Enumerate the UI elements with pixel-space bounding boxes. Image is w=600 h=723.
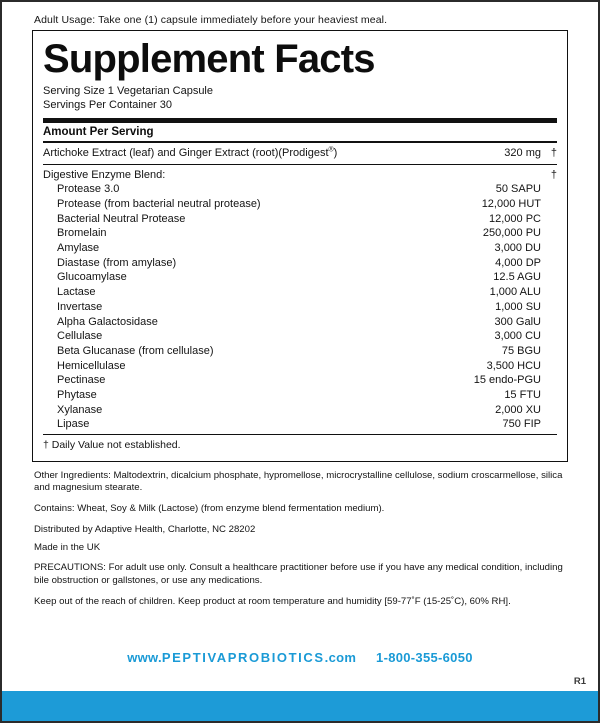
enzyme-amount: 3,500 HCU [486,359,541,372]
nutrient-dagger: † [550,147,557,159]
nutrient-row-main [43,143,557,164]
enzyme-row [43,212,557,227]
enzyme-row [43,226,557,241]
enzyme-name: Glucoamylase [57,271,127,284]
enzyme-row [43,256,557,271]
phone-number[interactable]: 1-800-355-6050 [376,650,473,665]
enzyme-list [43,182,557,433]
enzyme-name: Lactase [57,286,96,299]
bottom-blue-band [2,691,598,721]
enzyme-name: Beta Glucanase (from cellulase) [57,344,214,357]
website-brand[interactable]: PEPTIVAPROBIOTICS [161,650,325,665]
nutrient-name: Artichoke Extract (leaf) and Ginger Extract (root)(Prodigest®) [43,146,338,159]
enzyme-row [43,417,557,432]
enzyme-name: Protease 3.0 [57,183,120,196]
enzyme-name: Phytase [57,388,97,401]
keep-out-of-reach: Keep out of the reach of children. Keep product at room temperature and humidity [59-77˚F (15-25˚C), 60% RH]. [34,595,511,607]
enzyme-row [43,314,557,329]
enzyme-name: Bacterial Neutral Protease [57,212,186,225]
enzyme-row [43,197,557,212]
enzyme-name: Diastase (from amylase) [57,256,177,269]
enzyme-row [43,285,557,300]
enzyme-amount: 12.5 AGU [493,271,541,284]
supplement-facts-panel [32,30,568,462]
enzyme-amount: 250,000 PU [482,227,541,240]
enzyme-row [43,344,557,359]
enzyme-amount: 4,000 DP [495,256,541,269]
enzyme-name: Xylanase [57,403,103,416]
enzyme-name: Lipase [57,418,90,431]
serving-size: Serving Size 1 Vegetarian Capsule [43,85,213,98]
enzyme-row [43,402,557,417]
enzyme-name: Alpha Galactosidase [57,315,158,328]
enzyme-amount: 12,000 PC [489,212,541,225]
daily-value-footnote: † Daily Value not established. [43,438,181,451]
panel-title: Supplement Facts [43,37,375,81]
enzyme-amount: 75 BGU [501,344,541,357]
other-ingredients: Other Ingredients: Maltodextrin, dicalcium phosphate, hypromellose, microcrystalline cellulose, sodium croscarmellose, silica and magnesium stearate. [34,469,563,494]
nutrient-amount: 320 mg [504,147,541,159]
website-prefix: www. [127,650,162,665]
enzyme-amount: 3,000 CU [494,330,541,343]
enzyme-amount: 1,000 SU [495,300,541,313]
enzyme-amount: 3,000 DU [494,242,541,255]
enzyme-name: Invertase [57,300,103,313]
enzyme-name: Hemicellulase [57,359,126,372]
enzyme-row [43,373,557,388]
enzyme-row [43,241,557,256]
distributed-by: Distributed by Adaptive Health, Charlotte, NC 28202 [34,523,256,535]
enzyme-amount: 2,000 XU [495,403,541,416]
enzyme-row [43,182,557,197]
website-suffix: .com [324,650,357,665]
enzyme-row [43,329,557,344]
contains-allergens: Contains: Wheat, Soy & Milk (Lactose) (from enzyme blend fermentation medium). [34,503,385,515]
enzyme-amount: 15 endo-PGU [473,374,541,387]
enzyme-row [43,300,557,315]
enzyme-name: Bromelain [57,227,107,240]
servings-per-container: Servings Per Container 30 [43,98,173,111]
nutrient-row-blend [43,165,557,182]
enzyme-amount: 15 FTU [504,388,541,401]
enzyme-amount: 750 FIP [502,418,541,431]
enzyme-row [43,358,557,373]
enzyme-name: Pectinase [57,374,106,387]
enzyme-row [43,270,557,285]
amount-per-serving-heading: Amount Per Serving [43,126,154,138]
adult-usage-text: Adult Usage: Take one (1) capsule immediately before your heaviest meal. [34,14,388,26]
enzyme-amount: 12,000 HUT [481,198,541,211]
label-inner [2,2,598,721]
made-in: Made in the UK [34,541,101,553]
precautions: PRECAUTIONS: For adult use only. Consult a healthcare practitioner before use if you have any medical condition, including bile obstruction or gallstones, or use any medications. [34,562,563,587]
enzyme-amount: 300 GalU [494,315,541,328]
revision-code: R1 [573,676,586,687]
blend-name: Digestive Enzyme Blend: [43,169,166,182]
label-details [32,462,568,609]
enzyme-name: Cellulase [57,330,103,343]
enzyme-row [43,388,557,403]
enzyme-amount: 50 SAPU [495,183,541,196]
blend-dagger: † [550,169,557,182]
enzyme-amount: 1,000 ALU [489,286,541,299]
footer-contact [2,650,598,665]
enzyme-name: Amylase [57,242,100,255]
enzyme-name: Protease (from bacterial neutral protease) [57,198,261,211]
